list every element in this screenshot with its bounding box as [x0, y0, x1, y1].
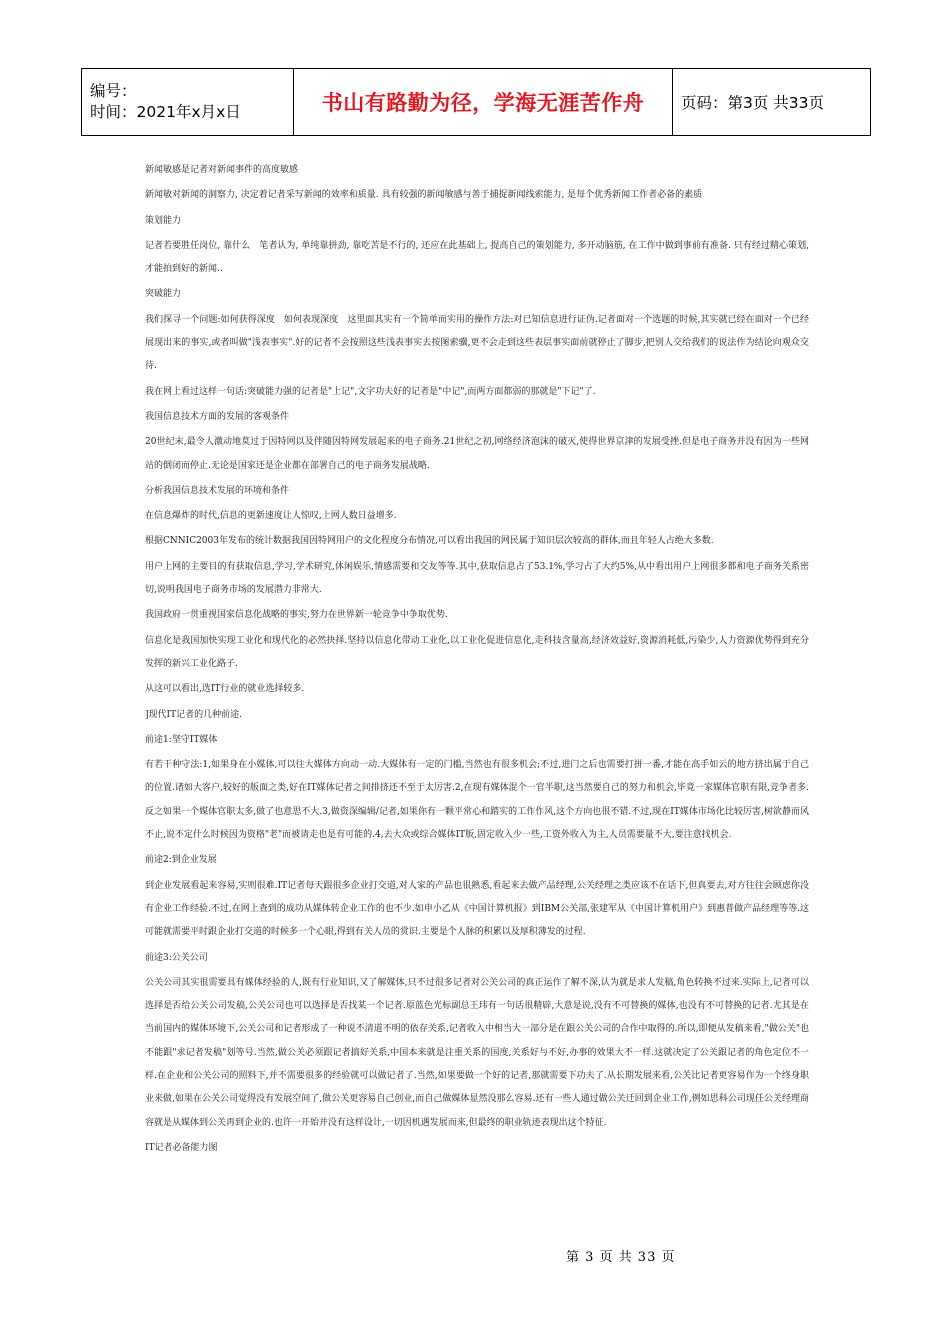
- section-heading: 我国信息技术方面的发展的客观条件: [145, 411, 290, 422]
- paragraph: 根据CNNIC2003年发布的统计数据我国因特网用户的文化程度分布情况,可以看出我国的网民属于知识层次较高的群体,而且年轻人占绝大多数.: [145, 536, 714, 547]
- paragraph: 从这可以看出,选IT行业的就业选择较多.: [145, 684, 305, 695]
- paragraph: 用户上网的主要目的有获取信息,学习,学术研究,休闲娱乐,情感需要和交友等等.其中,获取信息占了53.1%,学习占了大约5%,从中看出用户上网很多都和电子商务关系密切,说明我国电子商务市场的发展潜力非常大.: [145, 561, 809, 596]
- header-meta: [82, 69, 294, 136]
- section-heading: IT记者必备能力图: [145, 1142, 218, 1153]
- paragraph: 我在网上看过这样一句话:突破能力强的记者是"上记",文字功夫好的记者是"中记",而两方面都弱的那就是"下记"了.: [145, 386, 596, 397]
- paragraph: 记者若要胜任岗位, 靠什么 笔者认为, 单纯靠拼劲, 靠吃苦是不行的, 还应在此基础上, 提高自己的策划能力, 多开动脑筋, 在工作中做到事前有准备. 只有经过精心策划, 才能拍到好的新闻..: [145, 240, 809, 275]
- header-motto: 书山有路勤为径，学海无涯苦作舟: [294, 69, 673, 136]
- section-heading: 策划能力: [145, 215, 182, 226]
- page-footer: 第 3 页 共 33 页: [566, 1250, 676, 1265]
- section-heading: 前途2:到企业发展: [145, 855, 217, 866]
- section-heading: ]现代IT记者的几种前途.: [145, 709, 242, 720]
- section-heading: 分析我国信息技术发展的环境和条件: [145, 485, 290, 496]
- header-page-number: 页码：第3页 共33页: [673, 69, 871, 136]
- paragraph: 公关公司其实很需要具有媒体经验的人,既有行业知识,又了解媒体,只不过很多记者对公关公司的真正运作了解不深,认为就是求人发稿,角色转换不过来.实际上,记者可以选择是否给公关公司发稿,公关公司也可以选择是否找某一个记者.原蓝色光标副总王玮有一句话很精辟,大意是说,没有不可替换的媒体,也没有不可替换的记者.尤其是在当前国内的媒体环境下,公关公司和记者形成了一种说不清道不明的依存关系,记者收入中相当大一部分是在跟公关公司的合作中取得的.所以,即便从发稿来看,"做公关"也不能跟"求记者发稿"划等号.当然,做公关必须跟记者搞好关系,中国本来就是注重关系的国度,关系好与不好,办事的效果大不一样.这就决定了公关跟记者的角色定位不一样.在企业和公关公司的照料下,并不需要很多的经验就可以做记者了.当然,如果要做一个好的记者,那就需要下功夫了.从长期发展来看,公关比记者更容易作为一个终身职业来做,如果在公关公司觉得没有发展空间了,做公关更容易自己创业,而自己做媒体显然没那么容易.还有一些人通过做公关迁回到企业工作,例如思科公司现任公关经理商容就是从媒体到公关再到企业的.也许一开始并没有这样设计,一切因机遇发展而来,但最终的职业轨迹表现出这个特征.: [145, 977, 809, 1128]
- document-time: 时间：2021年x月x日: [90, 103, 241, 121]
- section-heading: 突破能力: [145, 289, 182, 300]
- paragraph: 新闻敏对新闻的洞察力, 决定着记者采写新闻的效率和质量. 具有较强的新闻敏感与善于捕捉新闻线索能力, 是每个优秀新闻工作者必备的素质: [145, 190, 703, 201]
- paragraph: 有若干种守法:1,如果身在小媒体,可以往大媒体方向动一动.大媒体有一定的门槛,当然也有很多机会;不过,进门之后也需要打拼一番,才能在高手如云的地方挤出属于自己的位置.诸如大客户,较好的版面之类,好在IT媒体记者之间排挤还不至于太厉害.2,在现有媒体混个一官半职,这当然要自己的努力和机会,毕竟一家媒体官职有限,竞争者多.反之如果一个媒体官职太多,做了也意思不大.3,做资深编辑/记者,如果你有一颗平常心和踏实的工作作风,这个方向也很不错.不过,现在IT媒体市场化比较厉害,树欲静而风不止,说不定什么时候因为资格"老"而被请走也是有可能的.4,去大众或综合媒体IT版,固定收入少一些,工资外收入为主,人员需要量不大,要注意找机会.: [145, 760, 809, 841]
- paragraph: 信息化是我国加快实现工业化和现代化的必然抉择.坚持以信息化带动工业化,以工业化促进信息化,走科技含量高,经济效益好,资源消耗低,污染少,人力资源优势得到充分发挥的新兴工业化路子.: [145, 635, 809, 669]
- section-heading: 前途3:公关公司: [145, 952, 208, 963]
- paragraph: 到企业发展看起来容易,实则很难.IT记者每天跟很多企业打交道,对人家的产品也很熟悉,看起来去做产品经理,公关经理之类应该不在话下,但真要去,对方往往会顾虑你没有企业工作经验.不过,在网上查到的成功从媒体转企业工作的也不少.如申小乙从《中国计算机报》到IBM公关部,张建军从《中国计算机用户》到惠普做产品经理等等.这可能就需要平时跟企业打交道的时候多一个心眼,得到有关人员的赏识.主要是个人脉的积累以及厚积薄发的过程.: [145, 880, 809, 938]
- paragraph: 20世纪末,最令人激动地莫过于因特网以及伴随因特网发展起来的电子商务.21世纪之初,网络经济泡沫的破灭,使得世界京津的发展受挫.但是电子商务并没有因为一些网站的倒闭而停止.无论是国家还是企业都在部署自己的电子商务发展战略.: [145, 437, 809, 471]
- header-table: [81, 68, 871, 136]
- paragraph: 新闻敏感是记者对新闻事件的高度敏感: [145, 165, 299, 175]
- section-heading: 前途1:坚守IT媒体: [145, 734, 218, 745]
- paragraph: 我国政府一贯重视国家信息化战略的事实,努力在世界新一轮竞争中争取优势.: [145, 610, 448, 621]
- paragraph: 在信息爆炸的时代,信息的更新速度让人惊叹,上网人数日益增多.: [145, 511, 397, 522]
- document-number: 编号：: [90, 82, 137, 100]
- paragraph: 我们探寻一个问题:如何获得深度 如何表现深度 这里面其实有一个简单而实用的操作方法:对已知信息进行证伪.记者面对一个选题的时候,其实就已经在面对一个已经展现出来的事实,或者叫做"浅表事实".好的记者不会按照这些浅表事实去按图索骥,更不会走到这些表层事实面前就停止了脚步,把别人交给我们的说法作为结论向观众交待.: [145, 314, 809, 372]
- document-body: [145, 159, 809, 1162]
